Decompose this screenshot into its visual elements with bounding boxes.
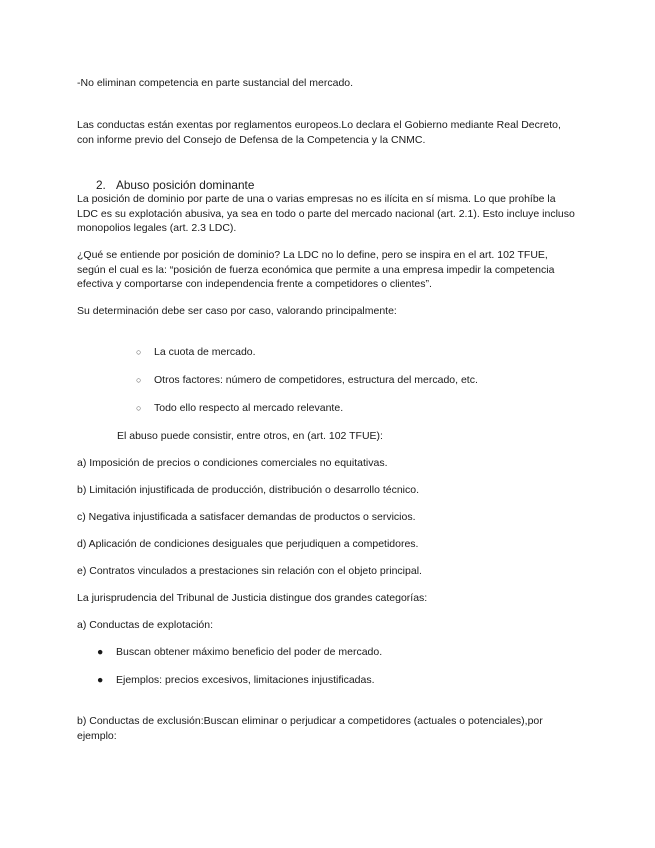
- bullet-list-item-text: Ejemplos: precios excesivos, limitaciones injustificadas.: [116, 674, 375, 686]
- lettered-item: c) Negativa injustificada a satisfacer demandas de productos o servicios.: [77, 511, 416, 523]
- lettered-item: a) Imposición de precios o condiciones comerciales no equitativas.: [77, 457, 388, 469]
- determinacion-line: Su determinación debe ser caso por caso, valorando principalmente:: [77, 305, 397, 317]
- jurisprudencia-line: La jurisprudencia del Tribunal de Justicia distingue dos grandes categorías:: [77, 592, 428, 604]
- bullet-dot-icon: ●: [97, 646, 104, 658]
- explotacion-line: a) Conductas de explotación:: [77, 619, 214, 631]
- abuso-consistir-line: El abuso puede consistir, entre otros, en (art. 102 TFUE):: [117, 430, 383, 442]
- circle-list-item: [136, 401, 343, 415]
- no-eliminan-line: -No eliminan competencia en parte sustancial del mercado.: [77, 77, 354, 89]
- bullet-list-item: [97, 645, 382, 659]
- circle-bullet-icon: ○: [136, 375, 142, 385]
- bullet-list-item-text: Buscan obtener máximo beneficio del poder de mercado.: [116, 646, 383, 658]
- section-title: Abuso posición dominante: [116, 178, 255, 192]
- lettered-item: e) Contratos vinculados a prestaciones sin relación con el objeto principal.: [77, 565, 422, 577]
- lettered-item: d) Aplicación de condiciones desiguales que perjudiquen a competidores.: [77, 538, 419, 550]
- section-number: 2.: [96, 178, 106, 192]
- exclusion-paragraph: b) Conductas de exclusión:Buscan eliminar o perjudicar a competidores (actuales o potenciales),por ejemplo:: [77, 715, 543, 742]
- que-se-entiende-paragraph: ¿Qué se entiende por posición de dominio? La LDC no lo define, pero se inspira en el art. 102 TFUE, según el cual es la: “posición de fuerza económica que permite a una empresa impedir la competencia efectiva y comportarse con independencia frente a competidores o clientes”.: [77, 249, 555, 290]
- exentas-paragraph: Las conductas están exentas por reglamentos europeos.Lo declara el Gobierno mediante Real Decreto, con informe previo del Consejo de Defensa de la Competencia y la CNMC.: [77, 119, 561, 146]
- section-heading: [96, 178, 254, 192]
- circle-list-item: [136, 373, 478, 387]
- bullet-dot-icon: ●: [97, 674, 104, 686]
- bullet-list-item: [97, 673, 375, 687]
- posicion-dominio-paragraph: La posición de dominio por parte de una o varias empresas no es ilícita en sí misma. Lo que prohíbe la LDC es su explotación abusiva, ya sea en todo o parte del mercado nacional (art. 2.1). Esto incluye incluso monopolios legales (art. 2.3 LDC).: [77, 193, 575, 234]
- circle-bullet-icon: ○: [136, 403, 142, 413]
- circle-list-item-text: Todo ello respecto al mercado relevante.: [154, 402, 344, 414]
- lettered-item: b) Limitación injustificada de producción, distribución o desarrollo técnico.: [77, 484, 420, 496]
- circle-list-item: [136, 345, 256, 359]
- circle-bullet-icon: ○: [136, 347, 142, 357]
- circle-list-item-text: Otros factores: número de competidores, estructura del mercado, etc.: [154, 374, 478, 386]
- circle-list-item-text: La cuota de mercado.: [154, 346, 256, 358]
